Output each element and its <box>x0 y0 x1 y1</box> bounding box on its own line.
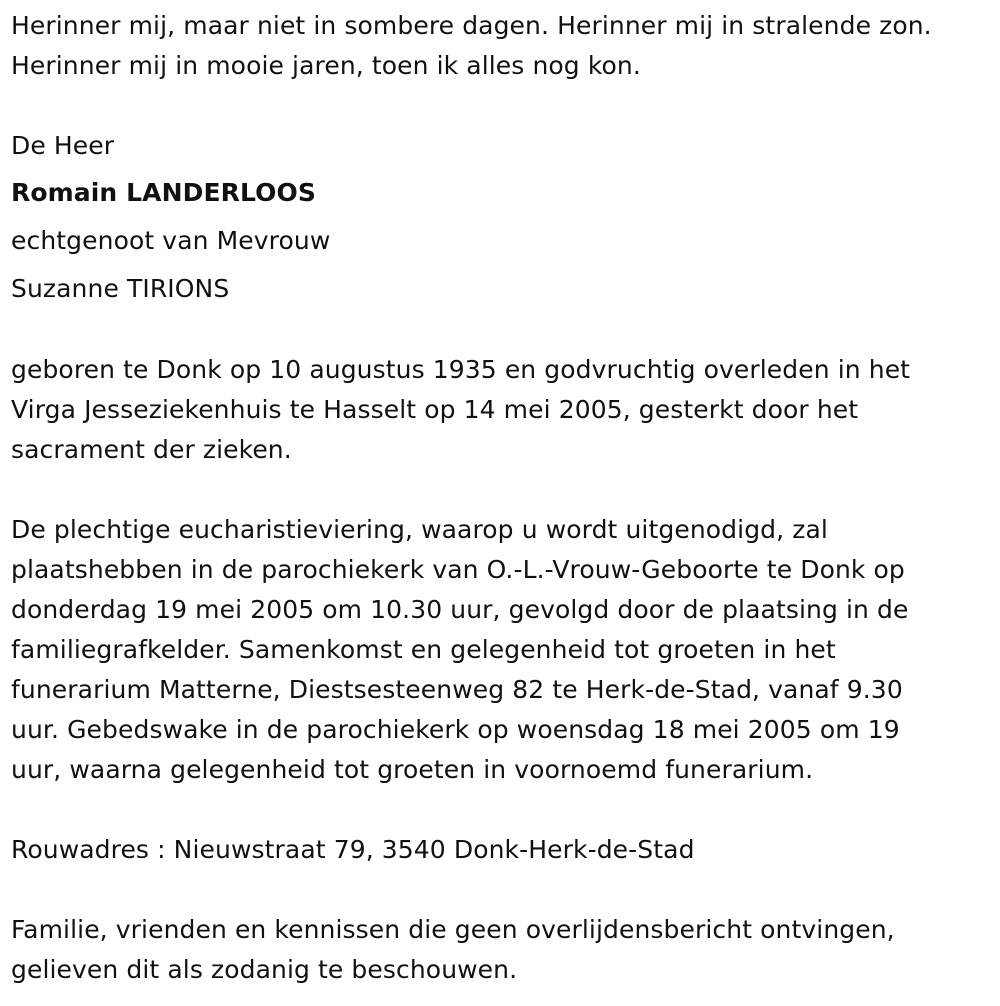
ceremony-line-4: familiegrafkelder. Samenkomst en gelegenheid tot groeten in het <box>11 635 836 664</box>
closing-line-1: Familie, vrienden en kennissen die geen overlijdensbericht ontvingen, <box>11 915 895 944</box>
ceremony-line-7: uur, waarna gelegenheid tot groeten in voornoemd funerarium. <box>11 755 814 784</box>
ceremony-line-3: donderdag 19 mei 2005 om 10.30 uur, gevolgd door de plaatsing in de <box>11 595 909 624</box>
deceased-title: De Heer <box>11 131 115 160</box>
closing-line-2: gelieven dit als zodanig te beschouwen. <box>11 955 518 984</box>
motto-line-2: Herinner mij in mooie jaren, toen ik alles nog kon. <box>11 51 641 80</box>
ceremony-line-1: De plechtige eucharistieviering, waarop u wordt uitgenodigd, zal <box>11 515 828 544</box>
ceremony-line-2: plaatshebben in de parochiekerk van O.-L.-Vrouw-Geboorte te Donk op <box>11 555 905 584</box>
birth-death-line-3: sacrament der zieken. <box>11 435 292 464</box>
spouse-name: Suzanne TIRIONS <box>11 274 230 303</box>
ceremony-line-6: uur. Gebedswake in de parochiekerk op woensdag 18 mei 2005 om 19 <box>11 715 900 744</box>
birth-death-line-2: Virga Jesseziekenhuis te Hasselt op 14 mei 2005, gesterkt door het <box>11 395 859 424</box>
deceased-relation: echtgenoot van Mevrouw <box>11 226 331 255</box>
ceremony-line-5: funerarium Matterne, Diestsesteenweg 82 te Herk-de-Stad, vanaf 9.30 <box>11 675 903 704</box>
motto-line-1: Herinner mij, maar niet in sombere dagen. Herinner mij in stralende zon. <box>11 11 932 40</box>
birth-death-line-1: geboren te Donk op 10 augustus 1935 en godvruchtig overleden in het <box>11 355 911 384</box>
mourning-address: Rouwadres : Nieuwstraat 79, 3540 Donk-Herk-de-Stad <box>11 835 695 864</box>
deceased-name: Romain LANDERLOOS <box>11 178 316 207</box>
